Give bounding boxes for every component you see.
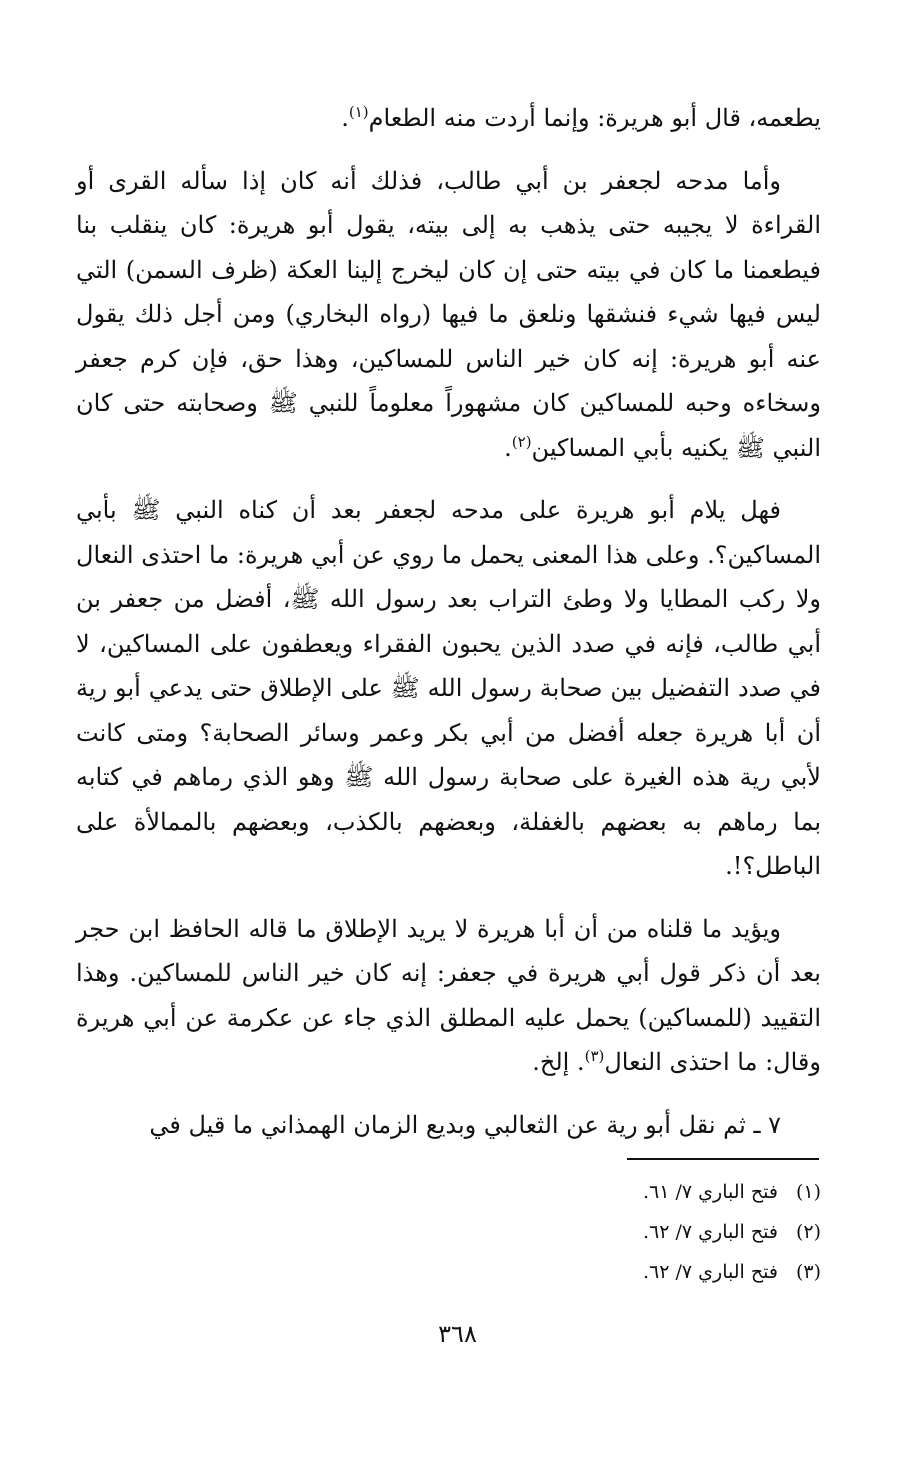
paragraph-5-text: ٧ ـ ثم نقل أبو رية عن الثعالبي وبديع الزمان الهمذاني ما قيل في <box>149 1110 781 1139</box>
footnote-ref-3: (٣) <box>584 1047 605 1065</box>
page-number: ٣٦٨ <box>438 1320 477 1348</box>
footnote-2 <box>321 1212 821 1252</box>
paragraph-4-tail: . إلخ. <box>532 1048 585 1076</box>
footnote-text: فتح الباري ٧/ ٦٢. <box>643 1261 778 1283</box>
footnote-text: فتح الباري ٧/ ٦٢. <box>643 1221 778 1243</box>
paragraph-2-text: وأما مدحه لجعفر بن أبي طالب، فذلك أنه كان إذا سأله القرى أو القراءة لا يجيبه حتى يذهب به إلى بيته، يقول أبو هريرة: كان ينقلب بنا فيطعمنا ما كان في بيته حتى إن كان ليخرج إلينا العكة (ظرف السمن) التي ليس فيها شيء فنشقها ونلعق ما فيها (رواه البخاري) ومن أجل ذلك يقول عنه أبو هريرة: إنه كان خير الناس للمساكين، وهذا حق، فإن كرم جعفر وسخاءه وحبه للمساكين كان مشهوراً معلوماً للنبي ﷺ وصحابته حتى كان النبي ﷺ يكنيه بأبي المساكين <box>76 166 822 462</box>
footnote-divider <box>627 1158 819 1160</box>
footnote-1 <box>321 1172 821 1212</box>
paragraph-4-text: ويؤيد ما قلناه من أن أبا هريرة لا يريد الإطلاق ما قاله الحافظ ابن حجر بعد أن ذكر قول أبي هريرة في جعفر: إنه كان خير الناس للمساكين. وهذا التقييد (للمساكين) يحمل عليه المطلق الذي جاء عن عكرمة عن أبي هريرة وقال: ما احتذى النعال <box>76 914 821 1076</box>
paragraph-5 <box>76 1103 821 1148</box>
paragraph-4 <box>76 907 821 1085</box>
paragraph-1-tail: . <box>341 104 349 132</box>
paragraph-1-text: يطعمه، قال أبو هريرة: وإنما أردت منه الطعام <box>368 104 821 132</box>
paragraph-2-tail: . <box>504 433 512 462</box>
paragraph-3 <box>76 488 821 889</box>
footnotes <box>321 1172 821 1292</box>
footnote-number: (٣) <box>795 1261 821 1283</box>
footnote-number: (٢) <box>795 1221 821 1243</box>
footnote-3 <box>321 1252 821 1292</box>
footnote-ref-1: (١) <box>348 103 369 121</box>
paragraph-2 <box>76 159 821 471</box>
main-text <box>76 96 821 1147</box>
footnote-text: فتح الباري ٧/ ٦١. <box>643 1181 778 1203</box>
footnote-ref-2: (٢) <box>511 432 532 451</box>
footnote-number: (١) <box>795 1181 821 1203</box>
paragraph-3-text: فهل يلام أبو هريرة على مدحه لجعفر بعد أن كناه النبي ﷺ بأبي المساكين؟. وعلى هذا المعنى يحمل ما روي عن أبي هريرة: ما احتذى النعال ولا ركب المطايا ولا وطئ التراب بعد رسول الله ﷺ، أفضل من جعفر بن أبي طالب، فإنه في صدد الذين يحبون الفقراء ويعطفون على المساكين، لا في صدد التفضيل بين صحابة رسول الله ﷺ على الإطلاق حتى يدعي أبو رية أن أبا هريرة جعله أفضل من أبي بكر وعمر وسائر الصحابة؟ ومتى كانت لأبي رية هذه الغيرة على صحابة رسول الله ﷺ وهو الذي رماهم في كتابه بما رماهم به بعضهم بالغفلة، وبعضهم بالكذب، وبعضهم بالممالأة على الباطل؟!. <box>76 496 821 880</box>
paragraph-1 <box>76 96 821 141</box>
